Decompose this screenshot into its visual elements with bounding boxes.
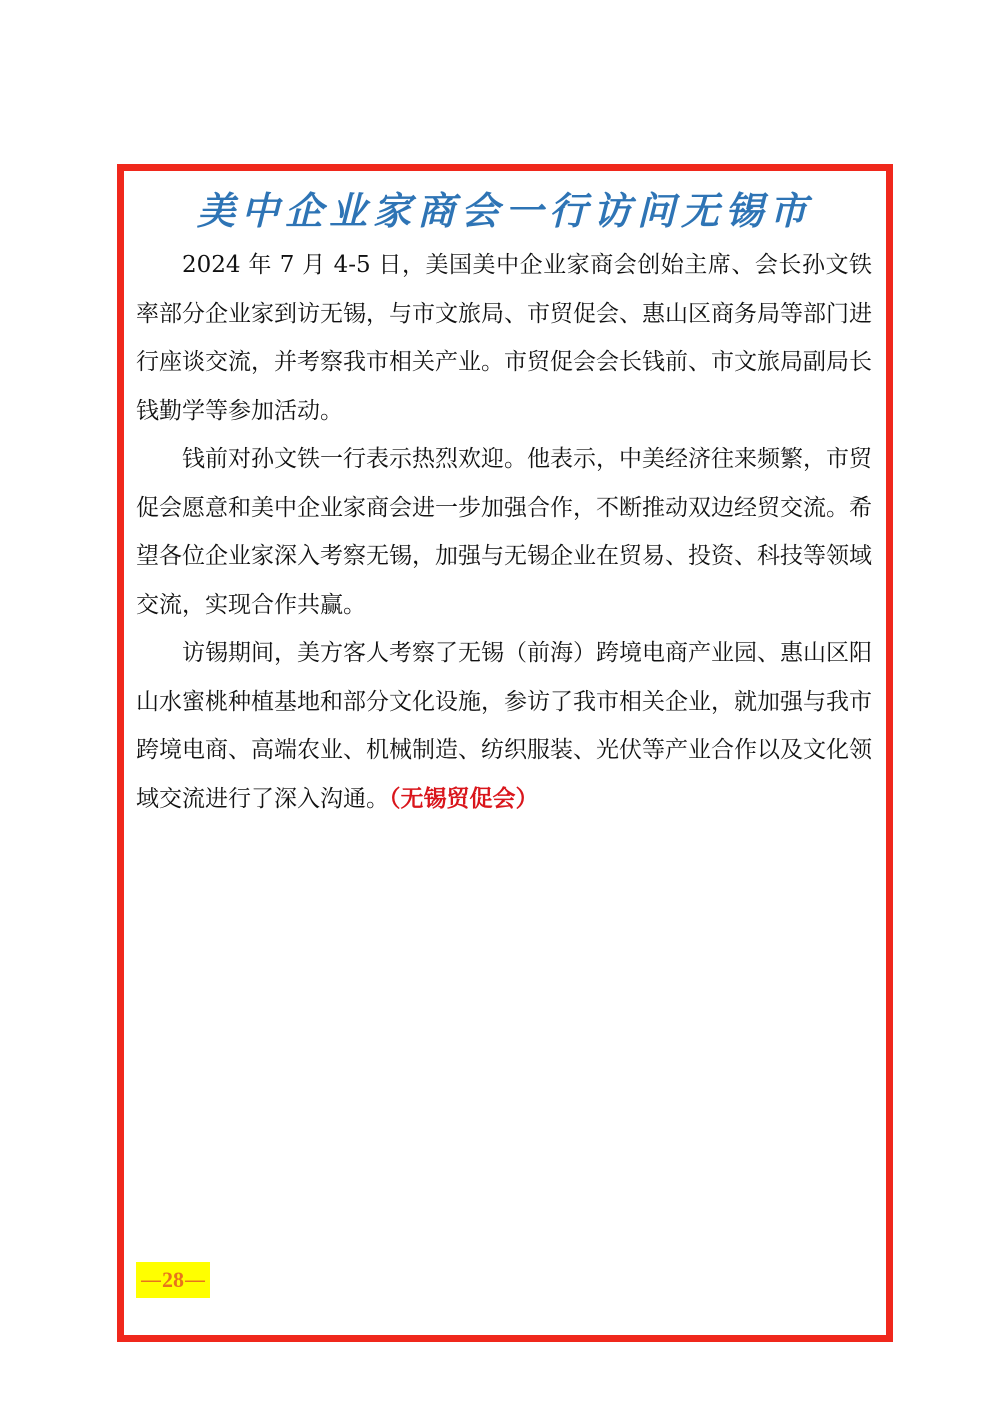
paragraph-2: 钱前对孙文铁一行表示热烈欢迎。他表示，中美经济往来频繁，市贸促会愿意和美中企业家商会进一步加强合作，不断推动双边经贸交流。希望各位企业家深入考察无锡，加强与无锡企业在贸易、投资、科技等领域交流，实现合作共赢。 bbox=[136, 446, 872, 618]
page-number-dash-left: — bbox=[140, 1268, 162, 1293]
page-number-dash-right: — bbox=[184, 1268, 206, 1293]
page-number bbox=[136, 1262, 210, 1298]
page-frame bbox=[117, 164, 893, 1342]
page-number-value: 28 bbox=[162, 1267, 184, 1292]
paragraph-3-text: 访锡期间，美方客人考察了无锡（前海）跨境电商产业园、惠山区阳山水蜜桃种植基地和部分文化设施，参访了我市相关企业，就加强与我市跨境电商、高端农业、机械制造、纺织服装、光伏等产业合作以及文化领域交流进行了深入沟通。 bbox=[136, 640, 872, 812]
article-title: 美中企业家商会一行访问无锡市 bbox=[196, 188, 813, 233]
paragraph-1: 2024 年 7 月 4-5 日，美国美中企业家商会创始主席、会长孙文铁率部分企业家到访无锡，与市文旅局、市贸促会、惠山区商务局等部门进行座谈交流，并考察我市相关产业。市贸促会会长钱前、市文旅局副局长钱勤学等参加活动。 bbox=[136, 252, 872, 424]
article-body bbox=[136, 241, 872, 823]
paragraph-3 bbox=[136, 629, 872, 823]
source-attribution: （无锡贸促会） bbox=[389, 784, 539, 812]
